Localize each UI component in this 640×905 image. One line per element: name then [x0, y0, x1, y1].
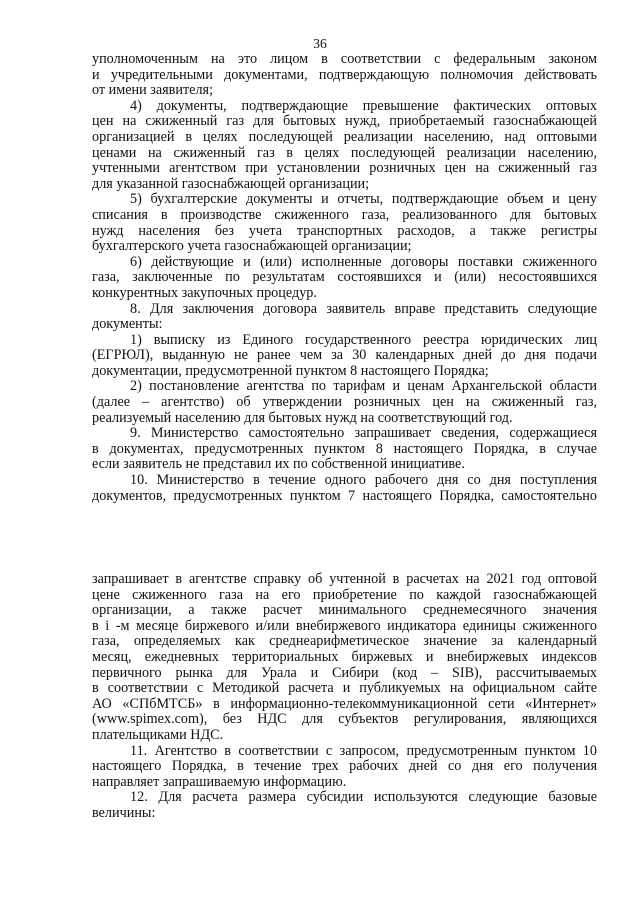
text-line: цене сжиженного газа на его приобретение по каждой газоснабжающей: [92, 587, 597, 603]
text-line: 9. Министерство самостоятельно запрашивает сведения, содержащиеся: [130, 426, 597, 442]
text-line: ценами на сжиженный газ в целях последующей реализации населению,: [92, 145, 597, 161]
text-line: величины:: [92, 805, 156, 821]
text-line: газа, заключенные по результатам состоявшихся и (или) несостоявшихся: [92, 270, 597, 286]
text-block-lower: [92, 572, 597, 822]
text-line: месяц, ежедневных территориальных биржевых и внебиржевых индексов: [92, 649, 597, 665]
text-line: направляет запрашиваемую информацию.: [92, 774, 347, 790]
text-line: 2) постановление агентства по тарифам и ценам Архангельской области: [130, 379, 597, 395]
text-line: бухгалтерского учета газоснабжающей организации;: [92, 239, 412, 255]
page-number: 36: [313, 36, 327, 51]
text-line: 4) документы, подтверждающие превышение фактических оптовых: [130, 98, 597, 114]
text-line: цен на сжиженный газ для бытовых нужд, приобретаемый газоснабжающей: [92, 114, 597, 130]
text-line: 6) действующие и (или) исполненные договоры поставки сжиженного: [130, 254, 597, 270]
text-line: 5) бухгалтерские документы и отчеты, подтверждающие объем и цену: [130, 192, 597, 208]
text-line: настоящего Порядка, в течение трех рабочих дней со дня его получения: [92, 759, 597, 775]
text-line: (ЕГРЮЛ), выданную не ранее чем за 30 календарных дней до дня подачи: [92, 348, 597, 364]
text-line: 12. Для расчета размера субсидии используются следующие базовые: [130, 790, 597, 806]
text-line: в i -м месяце биржевого и/или внебиржевого индикатора единицы сжиженного: [92, 618, 597, 634]
text-line: учтенными агентством при установлении розничных цен на сжиженный газ: [92, 161, 597, 177]
text-line: уполномоченным на это лицом в соответствии с федеральным законом: [92, 52, 597, 67]
text-line: если заявитель не представил их по собственной инициативе.: [92, 457, 465, 473]
text-line: газа, определяемых как среднеарифметическое значение за календарный: [92, 634, 597, 650]
text-line: плательщиками НДС.: [92, 727, 224, 743]
text-line: (www.spimex.com), без НДС для субъектов регулирования, являющихся: [92, 712, 597, 728]
text-line: 1) выписку из Единого государственного реестра юридических лиц: [130, 332, 597, 348]
text-line: 11. Агентство в соответствии с запросом, предусмотренным пунктом 10: [130, 743, 597, 759]
text-line: 8. Для заключения договора заявитель вправе представить следующие: [130, 301, 597, 317]
text-line: документы:: [92, 317, 163, 333]
text-line: запрашивает в агентстве справку об учтенной в расчетах на 2021 год оптовой: [92, 572, 597, 587]
text-line: АО «СПбМТСБ» в информационно-телекоммуникационной сети «Интернет»: [92, 696, 597, 712]
text-line: организацией в целях последующей реализации населению, над оптовыми: [92, 129, 597, 145]
text-line: документации, предусмотренной пунктом 8 настоящего Порядка;: [92, 363, 489, 379]
text-line: и учредительными документами, подтверждающую полномочия действовать: [92, 67, 597, 83]
text-line: в документах, предусмотренных пунктом 8 настоящего Порядка, в случае: [92, 441, 597, 457]
text-line: 10. Министерство в течение одного рабочего дня со дня поступления: [130, 473, 597, 489]
text-line: реализуемый населению для бытовых нужд на соответствующий год.: [92, 410, 513, 426]
text-line: для указанной газоснабжающей организации;: [92, 176, 370, 192]
text-line: документов, предусмотренных пунктом 7 настоящего Порядка, самостоятельно: [92, 488, 597, 504]
text-line: первичного рынка для Урала и Сибири (код – SIB), рассчитываемых: [92, 665, 597, 681]
text-line: от имени заявителя;: [92, 83, 214, 99]
text-block-upper: [92, 52, 597, 504]
text-line: (далее – агентство) об утверждении розничных цен на сжиженный газ,: [92, 395, 597, 411]
text-line: организации, а также расчет минимального среднемесячного значения: [92, 603, 597, 619]
text-line: в соответствии с Методикой расчета и публикуемых на официальном сайте: [92, 681, 597, 697]
text-line: списания в производстве сжиженного газа, реализованного для бытовых: [92, 207, 597, 223]
text-line: конкурентных закупочных процедур.: [92, 285, 317, 301]
text-line: нужд населения без учета транспортных расходов, а также регистры: [92, 223, 597, 239]
